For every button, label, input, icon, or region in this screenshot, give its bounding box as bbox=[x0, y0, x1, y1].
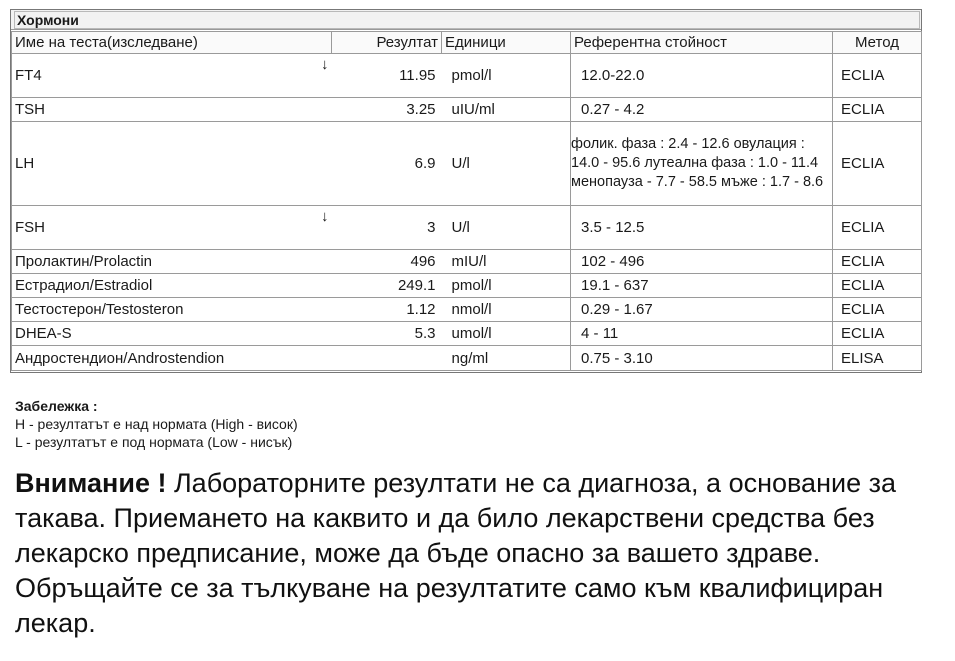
units-value: uIU/ml bbox=[442, 98, 571, 122]
table-row bbox=[12, 298, 922, 322]
low-flag-icon bbox=[312, 122, 332, 206]
low-flag-icon bbox=[312, 98, 332, 122]
reference-range: фолик. фаза : 2.4 - 12.6 овулация : 14.0 - 95.6 лутеална фаза : 1.0 - 11.4 менопауза - 7.7 - 58.5 мъже : 1.7 - 8.6 bbox=[571, 122, 833, 206]
note-block bbox=[15, 397, 298, 451]
units-value: pmol/l bbox=[442, 54, 571, 98]
header-name: Име на теста(изследване) bbox=[12, 32, 332, 54]
method-value: ECLIA bbox=[833, 98, 922, 122]
reference-range: 0.29 - 1.67 bbox=[571, 298, 833, 322]
method-value: ECLIA bbox=[833, 322, 922, 346]
test-name: Андростендион/Androstendion bbox=[12, 346, 312, 371]
units-value: pmol/l bbox=[442, 274, 571, 298]
results-panel bbox=[10, 9, 922, 373]
result-value bbox=[332, 346, 442, 371]
table-row bbox=[12, 274, 922, 298]
section-title: Хормони bbox=[14, 11, 920, 29]
method-value: ELISA bbox=[833, 346, 922, 371]
table-row bbox=[12, 122, 922, 206]
disclaimer-lead: Внимание ! bbox=[15, 468, 167, 498]
note-label: Забележка : bbox=[15, 398, 98, 414]
method-value: ECLIA bbox=[833, 122, 922, 206]
test-name: Тестостерон/Testosteron bbox=[12, 298, 312, 322]
test-name: TSH bbox=[12, 98, 312, 122]
test-name: FSH bbox=[12, 206, 312, 250]
method-value: ECLIA bbox=[833, 274, 922, 298]
disclaimer-text: Лабораторните резултати не са диагноза, а основание за такава. Приемането на каквито и да било лекарствени средства без лекарско предписание, може да бъде опасно за вашето здраве. Обръщайте се за тълкуване на резултатите само към квалифициран лекар. bbox=[15, 468, 896, 638]
test-name: FT4 bbox=[12, 54, 312, 98]
method-value: ECLIA bbox=[833, 206, 922, 250]
table-header-row bbox=[12, 32, 922, 54]
low-flag-icon bbox=[312, 322, 332, 346]
reference-range: 19.1 - 637 bbox=[571, 274, 833, 298]
results-table bbox=[11, 31, 922, 371]
units-value: U/l bbox=[442, 206, 571, 250]
result-value: 496 bbox=[332, 250, 442, 274]
reference-range: 12.0-22.0 bbox=[571, 54, 833, 98]
test-name: DHEA-S bbox=[12, 322, 312, 346]
table-row bbox=[12, 206, 922, 250]
test-name: Естрадиол/Estradiol bbox=[12, 274, 312, 298]
result-value: 11.95 bbox=[332, 54, 442, 98]
reference-range: 0.27 - 4.2 bbox=[571, 98, 833, 122]
result-value: 1.12 bbox=[332, 298, 442, 322]
low-flag-icon: ↓ bbox=[312, 206, 332, 250]
header-result: Резултат bbox=[332, 32, 442, 54]
disclaimer bbox=[15, 466, 915, 641]
header-method: Метод bbox=[833, 32, 922, 54]
low-flag-icon bbox=[312, 274, 332, 298]
result-value: 6.9 bbox=[332, 122, 442, 206]
section-header bbox=[11, 10, 921, 30]
low-flag-icon bbox=[312, 298, 332, 322]
units-value: ng/ml bbox=[442, 346, 571, 371]
units-value: U/l bbox=[442, 122, 571, 206]
header-reference: Референтна стойност bbox=[571, 32, 833, 54]
table-row bbox=[12, 346, 922, 371]
reference-range: 4 - 11 bbox=[571, 322, 833, 346]
header-units: Единици bbox=[442, 32, 571, 54]
units-value: mIU/l bbox=[442, 250, 571, 274]
low-flag-icon: ↓ bbox=[312, 54, 332, 98]
test-name: Пролактин/Prolactin bbox=[12, 250, 312, 274]
note-high: H - резултатът е над нормата (High - висок) bbox=[15, 416, 298, 432]
result-value: 5.3 bbox=[332, 322, 442, 346]
table-row bbox=[12, 322, 922, 346]
method-value: ECLIA bbox=[833, 250, 922, 274]
table-row bbox=[12, 98, 922, 122]
table-row bbox=[12, 54, 922, 98]
method-value: ECLIA bbox=[833, 298, 922, 322]
result-value: 3 bbox=[332, 206, 442, 250]
reference-range: 3.5 - 12.5 bbox=[571, 206, 833, 250]
result-value: 249.1 bbox=[332, 274, 442, 298]
units-value: umol/l bbox=[442, 322, 571, 346]
method-value: ECLIA bbox=[833, 54, 922, 98]
note-low: L - резултатът е под нормата (Low - нисък) bbox=[15, 434, 293, 450]
result-value: 3.25 bbox=[332, 98, 442, 122]
low-flag-icon bbox=[312, 250, 332, 274]
table-row bbox=[12, 250, 922, 274]
units-value: nmol/l bbox=[442, 298, 571, 322]
test-name: LH bbox=[12, 122, 312, 206]
reference-range: 102 - 496 bbox=[571, 250, 833, 274]
reference-range: 0.75 - 3.10 bbox=[571, 346, 833, 371]
low-flag-icon bbox=[312, 346, 332, 371]
